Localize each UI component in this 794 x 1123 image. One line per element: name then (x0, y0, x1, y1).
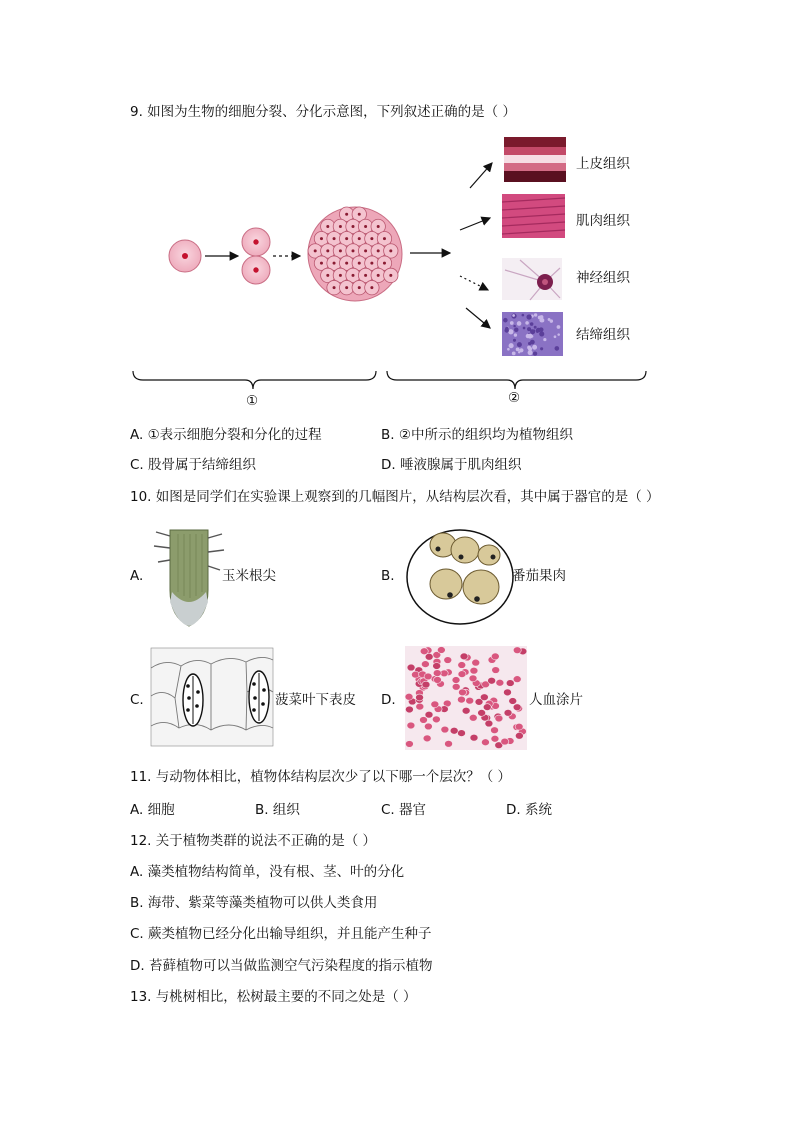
q12-option-c: C. 蕨类植物已经分化出输导组织，并且能产生种子 (130, 926, 432, 942)
q10-option-b-caption: 番茄果肉 (512, 568, 566, 584)
muscle-tissue-image (502, 194, 565, 238)
brace-2 (387, 371, 646, 389)
brace-1 (133, 371, 376, 389)
connective-tissue-image (502, 312, 563, 356)
q11-option-d: D. 系统 (506, 802, 552, 818)
q12-option-a: A. 藻类植物结构简单，没有根、茎、叶的分化 (130, 864, 405, 880)
arrow-to-nerve (460, 276, 488, 290)
q10-option-b-letter: B. (381, 568, 395, 584)
q11-stem: 11. 与动物体相比，植物体结构层次少了以下哪一个层次？（ ） (130, 769, 512, 785)
q9-option-d: D. 唾液腺属于肌肉组织 (381, 457, 522, 473)
q13-stem: 13. 与桃树相比，松树最主要的不同之处是（ ） (130, 989, 417, 1005)
q10-option-d-caption: 人血涂片 (529, 692, 583, 708)
q10-option-c-caption: 菠菜叶下表皮 (275, 692, 356, 708)
nerve-tissue-image (502, 258, 562, 300)
brace-label-2: ② (508, 390, 521, 406)
tomato-pulp-image (405, 527, 515, 627)
tissue-label-nerve: 神经组织 (576, 270, 630, 286)
q11-option-a: A. 细胞 (130, 802, 175, 818)
epithelial-tissue-image (504, 137, 566, 182)
q10-option-d-letter: D. (381, 692, 396, 708)
q9-option-b: B. ②中所示的组织均为植物组织 (381, 427, 573, 443)
q10-option-a-caption: 玉米根尖 (222, 568, 276, 584)
cell-cluster (308, 207, 402, 301)
brace-label-1: ① (246, 393, 259, 409)
corn-root-tip-image (150, 522, 230, 632)
spinach-epidermis-image (151, 648, 273, 746)
two-cells (242, 228, 270, 284)
q12-option-b: B. 海带、紫菜等藻类植物可以供人类食用 (130, 895, 378, 911)
q10-stem: 10. 如图是同学们在实验课上观察到的几幅图片，从结构层次看，其中属于器官的是（ ） (130, 489, 660, 505)
q10-option-c-letter: C. (130, 692, 144, 708)
q12-stem: 12. 关于植物类群的说法不正确的是（ ） (130, 833, 377, 849)
q11-option-b: B. 组织 (255, 802, 300, 818)
q10-option-a-letter: A. (130, 568, 144, 584)
q12-option-d: D. 苔藓植物可以当做监测空气污染程度的指示植物 (130, 958, 433, 974)
arrow-to-epithelial (470, 163, 492, 188)
tissue-label-epithelial: 上皮组织 (576, 156, 630, 172)
blood-smear-image (405, 646, 527, 750)
tissue-label-muscle: 肌肉组织 (576, 213, 630, 229)
single-cell (169, 240, 201, 272)
q9-stem: 9. 如图为生物的细胞分裂、分化示意图，下列叙述正确的是（ ） (130, 104, 516, 120)
q11-option-c: C. 器官 (381, 802, 427, 818)
q9-option-a: A. ①表示细胞分裂和分化的过程 (130, 427, 322, 443)
arrow-to-connective (466, 308, 490, 328)
q9-option-c: C. 股骨属于结缔组织 (130, 457, 257, 473)
tissue-label-connective: 结缔组织 (576, 327, 630, 343)
arrow-to-muscle (460, 218, 490, 230)
